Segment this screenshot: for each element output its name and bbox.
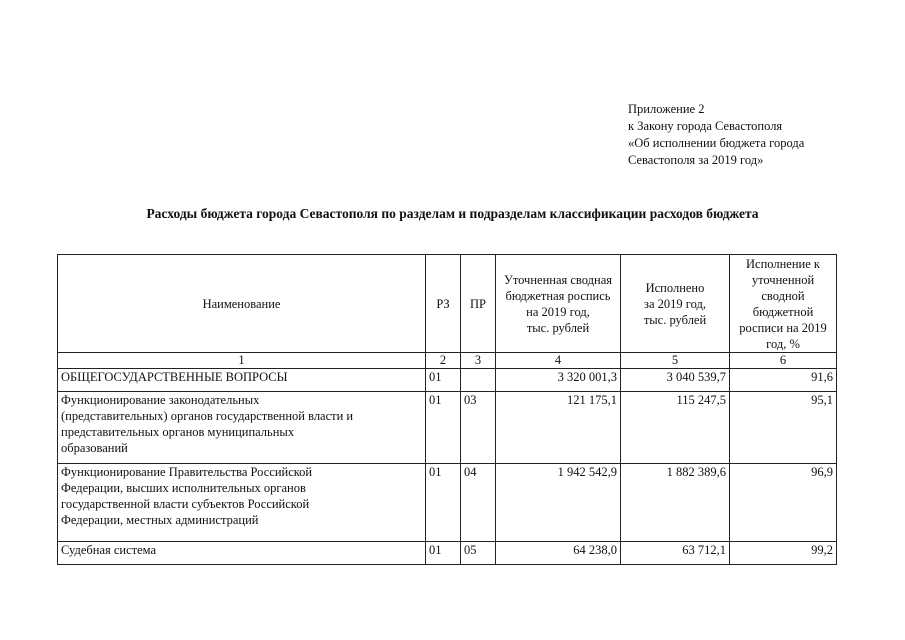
- column-number: 6: [730, 353, 837, 369]
- row-budget: 64 238,0: [496, 542, 621, 565]
- row-rz: 01: [426, 369, 461, 392]
- row-budget: 3 320 001,3: [496, 369, 621, 392]
- row-name: Функционирование Правительства Российской Федерации, высших исполнительных органов государственной власти субъектов Российской Федерации, местных администраций: [58, 464, 426, 542]
- row-percent: 96,9: [730, 464, 837, 542]
- row-pr: 04: [461, 464, 496, 542]
- column-number: 4: [496, 353, 621, 369]
- column-number: 3: [461, 353, 496, 369]
- document-title: Расходы бюджета города Севастополя по разделам и подразделам классификации расходов бюджета: [146, 206, 759, 221]
- row-executed: 3 040 539,7: [621, 369, 730, 392]
- row-executed: 115 247,5: [621, 392, 730, 464]
- row-pr: 03: [461, 392, 496, 464]
- row-rz: 01: [426, 542, 461, 565]
- header-pr: ПР: [461, 255, 496, 353]
- appendix-line: «Об исполнении бюджета города: [628, 136, 805, 150]
- header-percent: Исполнение к уточненной сводной бюджетной росписи на 2019 год, %: [730, 255, 837, 353]
- row-budget: 1 942 542,9: [496, 464, 621, 542]
- appendix-note: [628, 101, 804, 169]
- appendix-line: Приложение 2: [628, 102, 705, 116]
- row-budget: 121 175,1: [496, 392, 621, 464]
- table-row: [58, 392, 837, 464]
- row-rz: 01: [426, 392, 461, 464]
- row-name: Судебная система: [58, 542, 426, 565]
- column-number: 1: [58, 353, 426, 369]
- table-row: [58, 464, 837, 542]
- table-header-row: [58, 255, 837, 353]
- header-rz: РЗ: [426, 255, 461, 353]
- row-executed: 1 882 389,6: [621, 464, 730, 542]
- row-name: Функционирование законодательных (представительных) органов государственной власти и представительных органов муниципальных образований: [58, 392, 426, 464]
- header-name: Наименование: [58, 255, 426, 353]
- row-percent: 99,2: [730, 542, 837, 565]
- header-executed: Исполнено за 2019 год, тыс. рублей: [621, 255, 730, 353]
- header-budget: Уточненная сводная бюджетная роспись на 2019 год, тыс. рублей: [496, 255, 621, 353]
- row-pr: 05: [461, 542, 496, 565]
- row-pr: [461, 369, 496, 392]
- table-row: [58, 369, 837, 392]
- row-percent: 91,6: [730, 369, 837, 392]
- expenditure-table: [57, 254, 837, 565]
- row-percent: 95,1: [730, 392, 837, 464]
- column-number: 5: [621, 353, 730, 369]
- table-row: [58, 542, 837, 565]
- appendix-line: Севастополя за 2019 год»: [628, 153, 764, 167]
- column-number: 2: [426, 353, 461, 369]
- row-executed: 63 712,1: [621, 542, 730, 565]
- row-name: ОБЩЕГОСУДАРСТВЕННЫЕ ВОПРОСЫ: [58, 369, 426, 392]
- appendix-line: к Закону города Севастополя: [628, 119, 783, 133]
- column-number-row: [58, 353, 837, 369]
- row-rz: 01: [426, 464, 461, 542]
